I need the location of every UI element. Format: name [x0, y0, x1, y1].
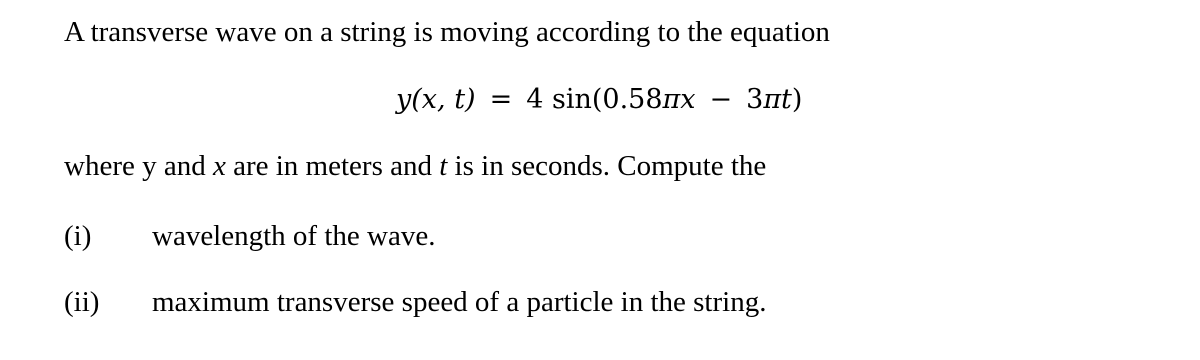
- units-text-1: where y and: [64, 150, 213, 182]
- question-text-2: maximum transverse speed of a particle in the string.: [152, 286, 767, 318]
- equation-minus: −: [709, 84, 733, 115]
- equation-omega: 3: [746, 84, 764, 115]
- question-text-1: wavelength of the wave.: [152, 220, 436, 252]
- equation-amplitude: 4: [526, 84, 544, 115]
- question-number-2: (ii): [64, 286, 100, 318]
- question-number-1: (i): [64, 220, 92, 252]
- equation-lhs-args: (x, t): [411, 84, 476, 115]
- equation-close: ): [791, 84, 803, 115]
- wave-equation: [396, 82, 802, 118]
- equation-wt: πt: [763, 84, 792, 115]
- units-var-t: t: [439, 150, 448, 182]
- problem-intro: A transverse wave on a string is moving according to the equation: [64, 16, 830, 48]
- equation-equals: =: [489, 84, 513, 115]
- equation-sine: sin(0.58: [551, 84, 663, 115]
- equation-lhs-function: y: [396, 84, 412, 115]
- units-statement: [64, 148, 766, 184]
- units-var-x: x: [212, 150, 226, 182]
- units-text-3: is in seconds. Compute the: [447, 150, 767, 182]
- equation-kx: πx: [662, 84, 696, 115]
- units-text-2: are in meters and: [225, 150, 440, 182]
